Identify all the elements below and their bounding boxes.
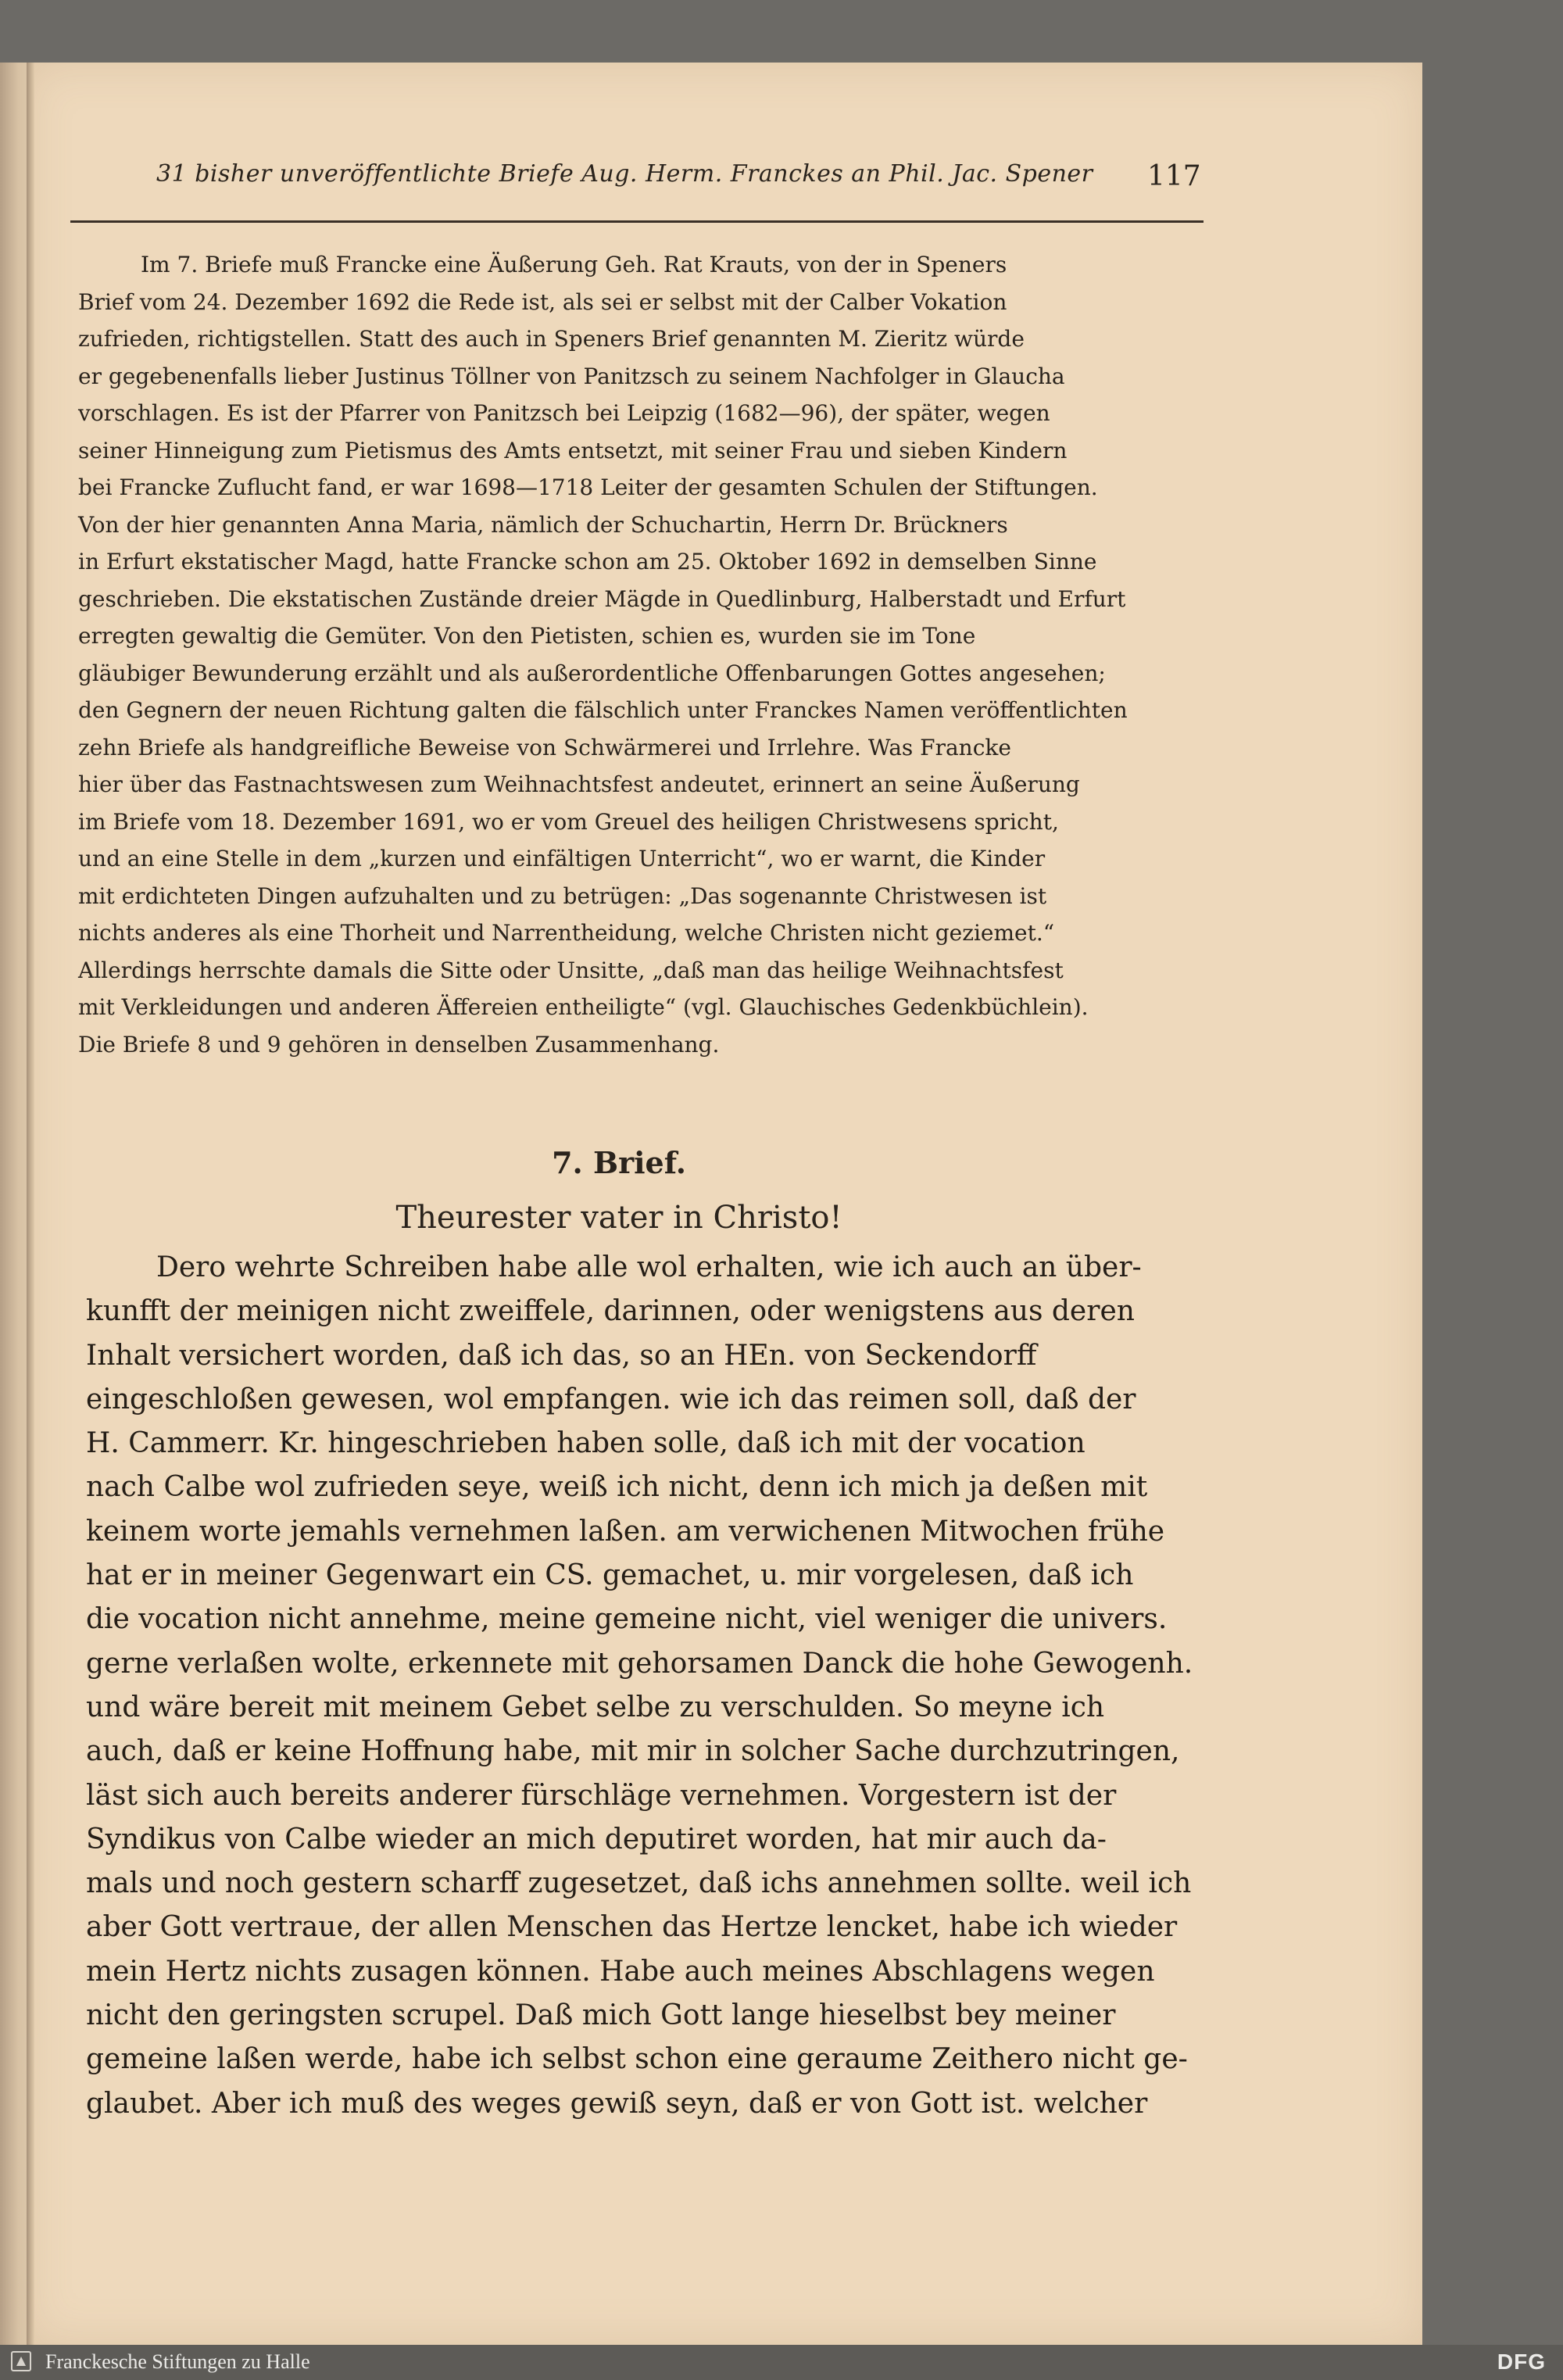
letter-body	[86, 1246, 1218, 2126]
commentary-line: mit Verkleidungen und anderen Äffereien entheiligte“ (vgl. Glauchisches Gedenkbüchlein).	[78, 994, 1089, 1020]
institution-name: Franckesche Stiftungen zu Halle	[45, 2350, 310, 2373]
commentary-line: er gegebenenfalls lieber Justinus Töllner von Panitzsch zu seinem Nachfolger in Glaucha	[78, 363, 1065, 389]
commentary-line: und an eine Stelle in dem „kurzen und einfältigen Unterricht“, wo er warnt, die Kinder	[78, 846, 1046, 871]
letter-line: aber Gott vertraue, der allen Menschen das Hertze lencket, habe ich wieder	[86, 1911, 1178, 1944]
commentary-line: seiner Hinneigung zum Pietismus des Amts entsetzt, mit seiner Frau und sieben Kindern	[78, 437, 1068, 463]
commentary-line: gläubiger Bewunderung erzählt und als außerordentliche Offenbarungen Gottes angesehen;	[78, 660, 1106, 686]
commentary-line: zehn Briefe als handgreifliche Beweise von Schwärmerei und Irrlehre. Was Francke	[78, 734, 1011, 761]
commentary-line: nichts anderes als eine Thorheit und Narrentheidung, welche Christen nicht geziemet.“	[78, 920, 1055, 946]
letter-salutation: Theurester vater in Christo!	[395, 1200, 842, 1236]
letter-line: nicht den geringsten scrupel. Daß mich Gott lange hieselbst bey meiner	[86, 1999, 1116, 2032]
letter-title: 7. Brief.	[552, 1145, 686, 1180]
commentary-line: erregten gewaltig die Gemüter. Von den Pietisten, schien es, wurden sie im Tone	[78, 623, 976, 649]
letter-line: keinem worte jemahls vernehmen laßen. am verwichenen Mitwochen frühe	[86, 1515, 1165, 1548]
letter-line: mein Hertz nichts zusagen können. Habe auch meines Abschlagens wegen	[86, 1955, 1155, 1988]
letter-line: gemeine laßen werde, habe ich selbst schon eine geraume Zeithero nicht ge-	[86, 2043, 1188, 2076]
commentary-line: mit erdichteten Dingen aufzuhalten und zu betrügen: „Das sogenannte Christwesen ist	[78, 882, 1047, 909]
letter-line: mals und noch gestern scharff zugesetzet, daß ichs annehmen sollte. weil ich	[86, 1867, 1192, 1900]
commentary-line: bei Francke Zuflucht fand, er war 1698—1718 Leiter der gesamten Schulen der Stiftungen.	[78, 474, 1098, 500]
letter-line: eingeschloßen gewesen, wol empfangen. wie ich das reimen soll, daß der	[86, 1383, 1136, 1415]
commentary-line: in Erfurt ekstatischer Magd, hatte Francke schon am 25. Oktober 1692 in demselben Sinne	[78, 549, 1097, 574]
commentary-line: hier über das Fastnachtswesen zum Weihnachtsfest andeutet, erinnert an seine Äußerung	[78, 771, 1080, 797]
letter-line: H. Cammerr. Kr. hingeschrieben haben solle, daß ich mit der vocation	[86, 1427, 1086, 1460]
letter-line: und wäre bereit mit meinem Gebet selbe zu verschulden. So meyne ich	[86, 1691, 1105, 1723]
letter-line: läst sich auch bereits anderer fürschläge vernehmen. Vorgestern ist der	[86, 1779, 1117, 1812]
letter-line: die vocation nicht annehme, meine gemeine nicht, viel weniger die univers.	[86, 1603, 1168, 1636]
commentary-paragraph	[78, 246, 1210, 1063]
page-number: 117	[1147, 160, 1201, 192]
letter-line: nach Calbe wol zufrieden seye, weiß ich nicht, denn ich mich ja deßen mit	[86, 1471, 1148, 1504]
commentary-line: Im 7. Briefe muß Francke eine Äußerung Geh. Rat Krauts, von der in Speners	[141, 252, 1007, 277]
commentary-line: Allerdings herrschte damals die Sitte oder Unsitte, „daß man das heilige Weihnachtsfest	[78, 957, 1064, 983]
letter-line: Dero wehrte Schreiben habe alle wol erhalten, wie ich auch an über-	[156, 1251, 1142, 1283]
commentary-line: vorschlagen. Es ist der Pfarrer von Panitzsch bei Leipzig (1682—96), der später, wegen	[78, 400, 1050, 426]
commentary-line: Von der hier genannten Anna Maria, nämlich der Schuchartin, Herrn Dr. Brückners	[78, 511, 1008, 538]
dfg-logo: DFG	[1497, 2350, 1546, 2374]
commentary-line: im Briefe vom 18. Dezember 1691, wo er vom Greuel des heiligen Christwesens spricht,	[78, 808, 1059, 835]
commentary-line: den Gegnern der neuen Richtung galten die fälschlich unter Franckes Namen veröffentlichten	[78, 697, 1128, 723]
commentary-line: geschrieben. Die ekstatischen Zustände dreier Mägde in Quedlinburg, Halberstadt und Erfurt	[78, 585, 1126, 612]
institution-logo-icon	[11, 2351, 31, 2371]
header-rule	[70, 220, 1204, 223]
letter-line: glaubet. Aber ich muß des weges gewiß seyn, daß er von Gott ist. welcher	[86, 2087, 1148, 2120]
commentary-line: Brief vom 24. Dezember 1692 die Rede ist, als sei er selbst mit der Calber Vokation	[78, 288, 1007, 315]
commentary-line: Die Briefe 8 und 9 gehören in denselben Zusammenhang.	[78, 1031, 720, 1058]
letter-line: Syndikus von Calbe wieder an mich deputiret worden, hat mir auch da-	[86, 1823, 1107, 1856]
running-header: 31 bisher unveröffentlichte Briefe Aug. Herm. Franckes an Phil. Jac. Spener	[156, 160, 1093, 188]
letter-line: hat er in meiner Gegenwart ein CS. gemachet, u. mir vorgelesen, daß ich	[86, 1559, 1134, 1592]
letter-line: Inhalt versichert worden, daß ich das, so an HEn. von Seckendorff	[86, 1339, 1037, 1372]
letter-line: gerne verlaßen wolte, erkennete mit gehorsamen Danck die hohe Gewogenh.	[86, 1647, 1193, 1680]
letter-line: auch, daß er keine Hoffnung habe, mit mir in solcher Sache durchzutringen,	[86, 1735, 1180, 1768]
commentary-line: zufrieden, richtigstellen. Statt des auch in Speners Brief genannten M. Zieritz würde	[78, 326, 1025, 352]
letter-line: kunfft der meinigen nicht zweiffele, darinnen, oder wenigstens aus deren	[86, 1295, 1135, 1328]
